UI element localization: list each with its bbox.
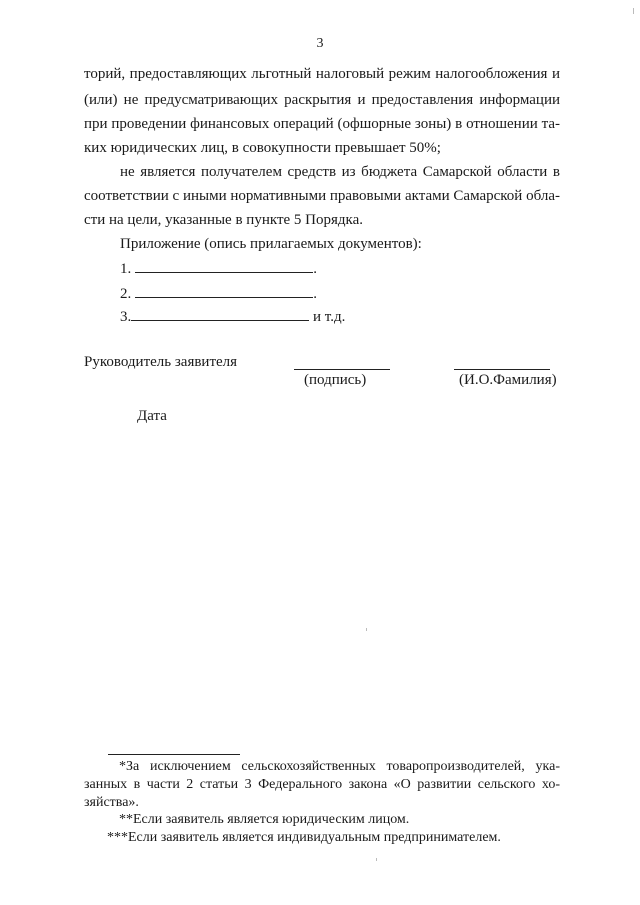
attachment-suffix: . [313, 286, 317, 302]
para1-line-3: при проведении финансовых операций (офшорные зоны) в отношении та- [84, 116, 560, 132]
attachment-item-2 [120, 285, 317, 303]
footnote-1-line-1: *За исключением сельскохозяйственных товаропроизводителей, ука- [119, 759, 560, 774]
scan-mark [376, 858, 377, 861]
attachment-number: 3. [120, 309, 132, 325]
para1-line-4: ких юридических лиц, в совокупности превышает 50%; [84, 140, 441, 156]
para1-line-2: (или) не предусматривающих раскрытия и предоставления информации [84, 92, 560, 108]
attachment-number: 2. [120, 286, 132, 302]
attachment-item-1 [120, 260, 317, 278]
page-number: 3 [316, 36, 324, 51]
footnote-1-line-2: занных в части 2 статьи 3 Федерального закона «О развитии сельского хо- [84, 777, 560, 792]
date-label: Дата [137, 408, 167, 424]
attachment-suffix: и т.д. [309, 309, 346, 325]
name-caption: (И.О.Фамилия) [459, 372, 557, 388]
footnote-3: ***Если заявитель является индивидуальным предпринимателем. [107, 830, 501, 845]
blank-line [135, 285, 313, 298]
signatory-role: Руководитель заявителя [84, 354, 238, 370]
blank-line [131, 308, 309, 321]
footnote-rule [108, 754, 240, 755]
name-line [454, 369, 550, 370]
attachment-suffix: . [313, 261, 317, 277]
attachment-heading: Приложение (опись прилагаемых документов): [120, 236, 422, 252]
para2-line-2: соответствии с иными нормативными правовыми актами Самарской обла- [84, 188, 560, 204]
attachment-number: 1. [120, 261, 132, 277]
para2-line-3: сти на цели, указанные в пункте 5 Порядка. [84, 212, 363, 228]
scan-mark [366, 628, 367, 631]
signature-line [294, 369, 390, 370]
footnote-2: **Если заявитель является юридическим лицом. [119, 812, 410, 827]
scan-mark [633, 8, 634, 14]
signature-caption: (подпись) [304, 372, 367, 388]
attachment-item-3 [120, 308, 345, 326]
para2-line-1: не является получателем средств из бюджета Самарской области в [120, 164, 560, 180]
footnote-1-line-3: зяйства». [84, 795, 139, 810]
blank-line [135, 260, 313, 273]
para1-line-1: торий, предоставляющих льготный налоговый режим налогообложения и [84, 66, 560, 82]
